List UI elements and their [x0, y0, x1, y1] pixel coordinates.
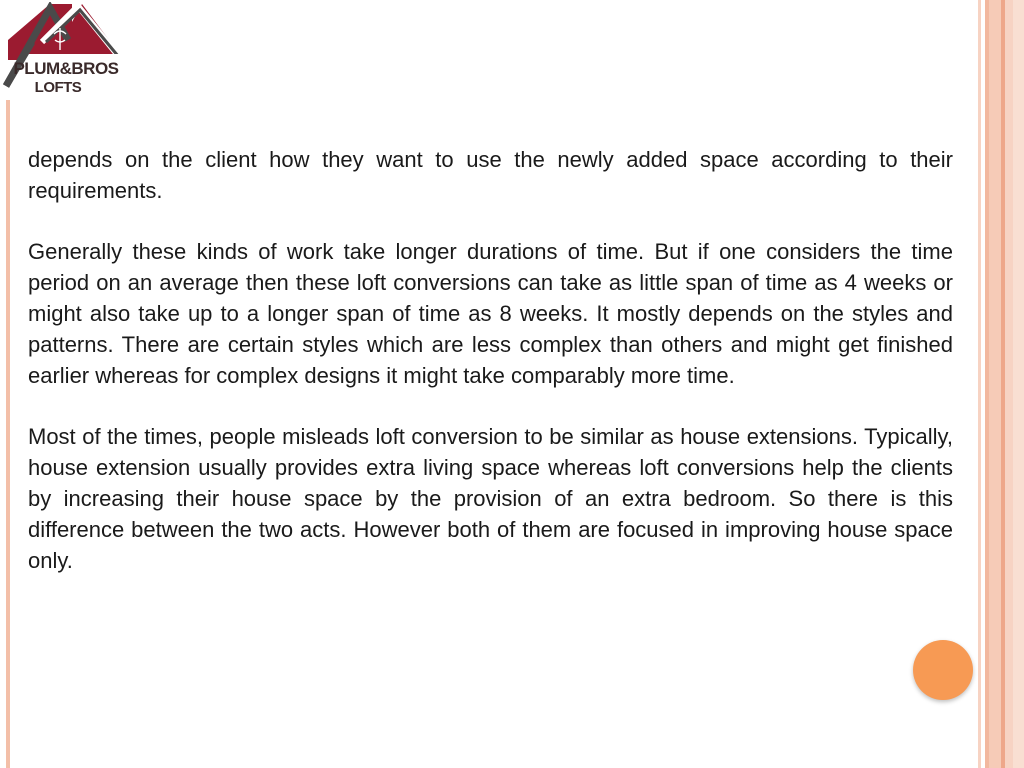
logo-text-secondary: LOFTS	[34, 79, 82, 96]
paragraph-2: Generally these kinds of work take longer durations of time. But if one considers the time period on an average then these loft conversions can take as little span of time as 4 weeks or might also take up to a longer span of time as 8 weeks. It mostly depends on the styles and patterns. There are certain styles which are less complex than others and might get finished earlier whereas for complex designs it might take comparably more time.	[28, 239, 953, 388]
right-decorative-stripes	[978, 0, 1024, 768]
orange-circle-button[interactable]	[913, 640, 973, 700]
company-logo	[2, 2, 122, 100]
body-text	[28, 144, 953, 606]
paragraph-3: Most of the times, people misleads loft conversion to be similar as house extensions. Typically, house extension usually provides extra living space whereas loft conversions help the clients by increasing their house space by the provision of an extra bedroom. So there is this difference between the two acts. However both of them are focused in improving house space only.	[28, 424, 953, 573]
paragraph-1: depends on the client how they want to use the newly added space according to their requirements.	[28, 147, 953, 203]
left-accent-rule	[6, 100, 10, 768]
logo-text-primary: PLUM&BROS	[13, 59, 119, 78]
